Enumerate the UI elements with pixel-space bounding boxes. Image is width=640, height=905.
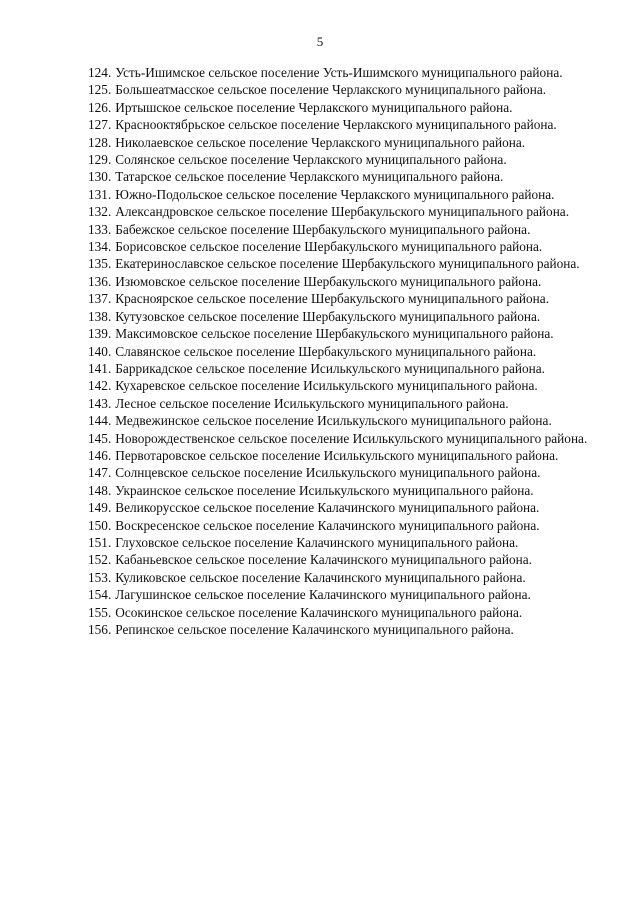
list-item — [60, 186, 608, 203]
item-number: 139. — [88, 326, 112, 342]
item-text: Первотаровское сельское поселение Исилькульского муниципального района. — [115, 447, 559, 463]
item-text: Новорождественское сельское поселение Исилькульского муниципального района. — [115, 430, 588, 446]
list-item — [60, 569, 608, 586]
item-number: 147. — [88, 465, 112, 481]
list-item — [60, 360, 608, 377]
item-text: Репинское сельское поселение Калачинского муниципального района. — [115, 622, 514, 637]
page-number: 5 — [316, 34, 324, 49]
item-text: Воскресенское сельское поселение Калачинского муниципального района. — [115, 517, 540, 533]
item-number: 126. — [88, 99, 112, 115]
item-text: Солянское сельское поселение Черлакского муниципального района. — [115, 152, 507, 168]
list-item — [60, 464, 608, 481]
item-number: 150. — [88, 517, 112, 533]
item-number: 153. — [88, 569, 112, 585]
item-text: Татарское сельское поселение Черлакского муниципального района. — [115, 169, 504, 185]
list-item — [60, 308, 608, 325]
item-number: 155. — [88, 604, 112, 620]
item-text: Изюмовское сельское поселение Шербакульского муниципального района. — [115, 273, 542, 289]
item-text: Иртышское сельское поселение Черлакского муниципального района. — [115, 99, 513, 115]
item-number: 132. — [88, 204, 112, 220]
item-text: Николаевское сельское поселение Черлакского муниципального района. — [115, 134, 526, 150]
list-item — [60, 134, 608, 151]
list-item — [60, 517, 608, 534]
item-number: 144. — [88, 413, 112, 429]
list-item — [60, 377, 608, 394]
list-item — [60, 151, 608, 168]
list-item — [60, 325, 608, 342]
list-item — [60, 412, 608, 429]
item-text: Большеатмасское сельское поселение Черлакского муниципального района. — [115, 82, 547, 98]
item-text: Александровское сельское поселение Шербакульского муниципального района. — [115, 204, 570, 220]
item-number: 152. — [88, 552, 112, 568]
item-text: Максимовское сельское поселение Шербакульского муниципального района. — [115, 326, 554, 342]
item-text: Краснооктябрьское сельское поселение Черлакского муниципального района. — [115, 117, 557, 133]
item-text: Бабежское сельское поселение Шербакульского муниципального района. — [115, 221, 531, 237]
item-number: 127. — [88, 117, 112, 133]
list-item — [60, 81, 608, 98]
item-text: Лесное сельское поселение Исилькульского муниципального района. — [115, 395, 509, 411]
list-item — [60, 621, 608, 638]
item-text: Глуховское сельское поселение Калачинского муниципального района. — [115, 534, 519, 550]
list-item — [60, 203, 608, 220]
item-text: Усть-Ишимское сельское поселение Усть-Ишимского муниципального района. — [115, 65, 563, 80]
list-item — [60, 64, 608, 81]
item-text: Борисовское сельское поселение Шербакульского муниципального района. — [115, 239, 543, 255]
list-item — [60, 343, 608, 360]
item-text: Красноярское сельское поселение Шербакульского муниципального района. — [115, 291, 550, 307]
list-item — [60, 290, 608, 307]
list-item — [60, 99, 608, 116]
item-number: 137. — [88, 291, 112, 307]
item-text: Кутузовское сельское поселение Шербакульского муниципального района. — [115, 308, 541, 324]
item-number: 136. — [88, 273, 112, 289]
list-item — [60, 238, 608, 255]
list-item — [60, 273, 608, 290]
list-item — [60, 430, 608, 447]
item-text: Лагушинское сельское поселение Калачинского муниципального района. — [115, 587, 531, 603]
item-number: 135. — [88, 256, 112, 272]
item-text: Южно-Подольское сельское поселение Черлакского муниципального района. — [115, 186, 555, 202]
item-number: 125. — [88, 82, 112, 98]
item-number: 133. — [88, 221, 112, 237]
list-item — [60, 499, 608, 516]
item-text: Солнцевское сельское поселение Исилькульского муниципального района. — [115, 465, 541, 481]
item-number: 134. — [88, 239, 112, 255]
list-item — [60, 551, 608, 568]
item-text: Екатеринославское сельское поселение Шербакульского муниципального района. — [115, 256, 580, 272]
list-item — [60, 447, 608, 464]
list-item — [60, 534, 608, 551]
list-item — [60, 604, 608, 621]
item-number: 141. — [88, 360, 112, 376]
item-number: 149. — [88, 500, 112, 516]
item-text: Кабаньевское сельское поселение Калачинского муниципального района. — [115, 552, 532, 568]
item-number: 138. — [88, 308, 112, 324]
list-item — [60, 395, 608, 412]
item-number: 156. — [88, 622, 112, 637]
item-text: Кухаревское сельское поселение Исилькульского муниципального района. — [115, 378, 538, 394]
item-number: 148. — [88, 482, 112, 498]
item-number: 151. — [88, 534, 112, 550]
item-number: 142. — [88, 378, 112, 394]
item-number: 145. — [88, 430, 112, 446]
item-text: Славянское сельское поселение Шербакульского муниципального района. — [115, 343, 537, 359]
list-item — [60, 221, 608, 238]
item-number: 143. — [88, 395, 112, 411]
settlement-list — [60, 64, 608, 638]
item-number: 130. — [88, 169, 112, 185]
item-text: Осокинское сельское поселение Калачинского муниципального района. — [115, 604, 523, 620]
list-item — [60, 482, 608, 499]
item-number: 129. — [88, 152, 112, 168]
item-text: Медвежинское сельское поселение Исилькульского муниципального района. — [115, 413, 552, 429]
item-number: 128. — [88, 134, 112, 150]
item-number: 124. — [88, 65, 112, 80]
list-item — [60, 586, 608, 603]
item-text: Баррикадское сельское поселение Исилькульского муниципального района. — [115, 360, 545, 376]
item-number: 140. — [88, 343, 112, 359]
item-number: 146. — [88, 447, 112, 463]
item-text: Украинское сельское поселение Исилькульского муниципального района. — [115, 482, 534, 498]
list-item — [60, 168, 608, 185]
item-number: 154. — [88, 587, 112, 603]
item-text: Куликовское сельское поселение Калачинского муниципального района. — [115, 569, 526, 585]
list-item — [60, 116, 608, 133]
list-item — [60, 255, 608, 272]
item-text: Великорусское сельское поселение Калачинского муниципального района. — [115, 500, 540, 516]
item-number: 131. — [88, 186, 112, 202]
